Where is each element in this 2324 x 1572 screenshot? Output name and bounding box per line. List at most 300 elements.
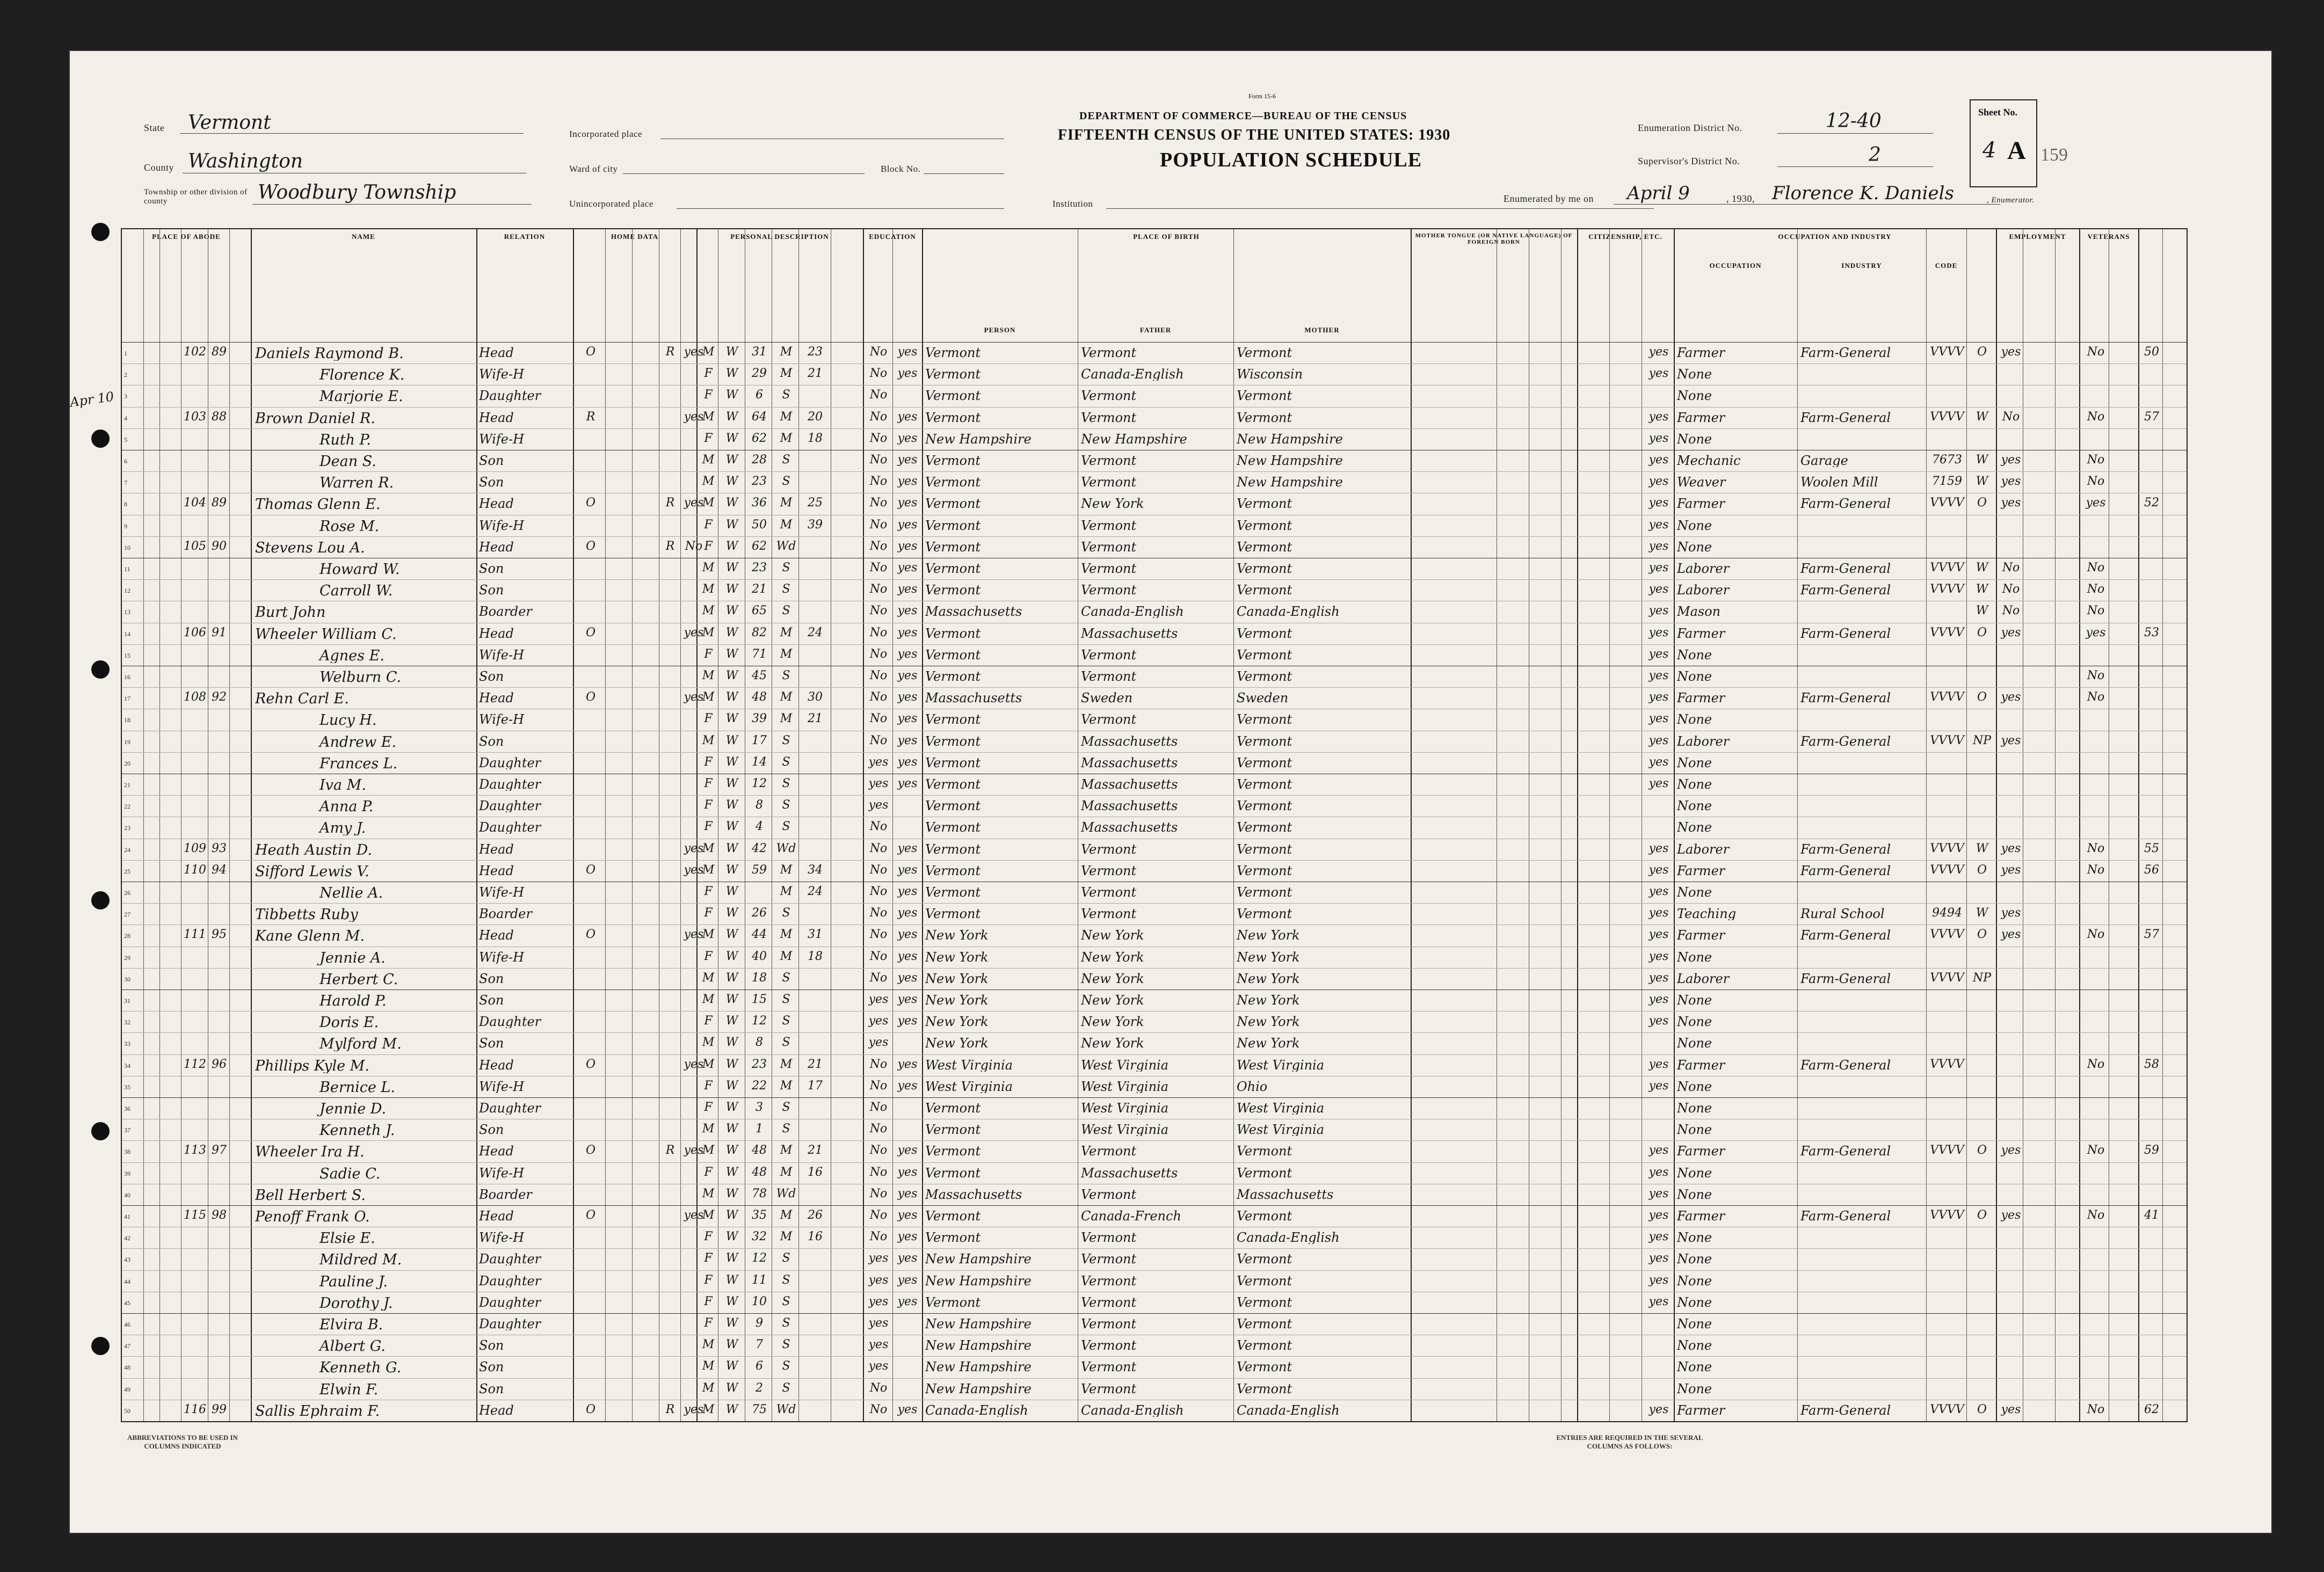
table-row [122,579,2187,601]
punch-hole [91,891,110,909]
cell-mar: M [780,864,793,876]
cell-occ: Farmer [1677,692,1725,705]
cell-read: yes [897,1296,918,1308]
cell-mar: S [782,670,790,682]
cell-rel: Daughter [479,1102,541,1115]
cell-read: yes [897,648,918,660]
cell-sex: F [704,1318,713,1329]
cell-eng: yes [1648,1210,1669,1221]
cell-vet: No [2087,1145,2105,1157]
cell-class: NP [1972,734,1992,747]
cell-fpob: Massachusetts [1081,734,1178,748]
cell-age: 48 [752,1145,767,1157]
cell-rel: Daughter [479,799,541,813]
cell-class: W [1976,454,1988,466]
cell-race: W [725,1339,738,1351]
cell-mar: S [782,562,790,574]
cell-fpob: Vermont [1081,713,1137,726]
cell-rel: Head [479,864,514,877]
cell-mar: S [782,994,790,1006]
cell-school: No [869,476,888,488]
cell-eng: yes [1648,778,1669,790]
cell-class: O [1977,497,1987,510]
cell-mar: M [780,368,793,380]
cell-tenure: O [585,497,596,510]
cell-race: W [725,994,738,1006]
cell-race: W [725,1296,738,1308]
cell-fpob: Massachusetts [1081,799,1178,813]
cell-occ: Farmer [1677,864,1725,877]
cell-mpob: New York [1237,972,1300,985]
cell-sex: F [704,540,713,552]
cell-fpob: Vermont [1081,1231,1137,1244]
cell-age: 42 [752,842,767,855]
cell-school: No [869,1080,888,1092]
cell-n: 22 [124,803,130,811]
enumerated-label: Enumerated by me on [1504,193,1594,204]
cell-read: yes [897,476,918,488]
cell-mar: M [780,519,793,531]
cell-read: yes [897,756,918,768]
cell-fpob: Vermont [1081,670,1137,683]
cell-read: yes [897,346,918,358]
enum-district-label: Enumeration District No. [1638,122,1742,133]
cell-mpob: Vermont [1237,540,1292,554]
cell-agem: 21 [808,713,823,725]
cell-race: W [725,476,738,488]
cell-ind: Farm-General [1800,1403,1891,1417]
cell-code: VVVV [1930,692,1964,704]
cell-mar: S [782,1253,790,1265]
cell-pob: Massachusetts [925,1188,1022,1201]
cell-age: 78 [752,1188,767,1200]
cell-pob: Vermont [925,389,981,403]
cell-pob: Vermont [925,454,981,467]
cell-occ: None [1677,756,1712,769]
cell-fpob: New York [1081,950,1144,964]
cell-race: W [725,756,738,768]
cell-pob: Vermont [925,648,981,661]
cell-pob: New Hampshire [925,432,1032,446]
cell-pob: Vermont [925,670,981,683]
cell-tenure: O [585,540,596,552]
cell-dwell: 109 [184,842,206,855]
header-occupation: OCCUPATION [1709,261,1762,270]
cell-rel: Daughter [479,1015,541,1029]
cell-vet: No [2087,605,2105,617]
cell-sex: M [702,1058,715,1071]
cell-n: 37 [124,1126,130,1134]
cell-occ: None [1677,1382,1712,1395]
cell-vet: No [2087,1058,2105,1071]
cell-fpob: Canada-English [1081,1403,1184,1417]
cell-read: yes [897,411,918,423]
cell-rel: Daughter [479,389,541,403]
cell-sex: M [702,1145,715,1157]
department-title: DEPARTMENT OF COMMERCE—BUREAU OF THE CENSUS [1079,110,1407,122]
cell-school: No [869,692,888,704]
cell-n: 21 [124,781,130,789]
cell-fpob: West Virginia [1081,1102,1169,1115]
cell-school: No [869,1231,888,1243]
table-row [122,1227,2187,1248]
cell-code: VVVV [1930,972,1964,984]
cell-mar: S [782,1102,790,1114]
cell-occ: Teaching [1677,907,1737,921]
cell-farm: yes [684,411,704,423]
cell-name: Thomas Glenn E. [255,497,381,512]
population-table [121,228,2188,1422]
cell-vet: No [2087,864,2105,876]
cell-mar: S [782,1123,790,1136]
cell-ind: Farm-General [1800,1058,1891,1072]
cell-n: 23 [124,824,130,832]
cell-read: yes [897,1253,918,1265]
cell-pob: Vermont [925,411,981,424]
cell-pob: Massachusetts [925,692,1022,705]
cell-eng: yes [1648,562,1669,574]
cell-mpob: Massachusetts [1237,1188,1334,1201]
cell-sex: F [704,950,713,963]
township-value: Woodbury Township [258,181,456,203]
cell-age: 62 [752,432,767,445]
cell-code: VVVV [1930,842,1964,855]
cell-agem: 16 [808,1166,823,1178]
cell-eng: yes [1648,1058,1669,1071]
cell-n: 48 [124,1364,130,1372]
cell-occ: None [1677,994,1712,1007]
cell-rel: Head [479,627,514,640]
cell-occ: Laborer [1677,734,1730,748]
cell-rel: Head [479,540,514,554]
cell-age: 64 [752,411,767,423]
cell-read: yes [897,778,918,790]
cell-read: yes [897,627,918,639]
cell-rel: Wife-H [479,432,525,446]
state-label: State [144,122,165,133]
cell-rel: Son [479,1339,504,1352]
cell-farm: yes [684,929,704,941]
ward-label: Ward of city [569,164,618,174]
cell-age: 39 [752,713,767,725]
cell-mar: M [780,346,793,358]
cell-n: 47 [124,1342,130,1350]
cell-name: Andrew E. [319,734,397,749]
enumerator-suffix: , Enumerator. [1987,196,2035,205]
cell-age: 40 [752,950,767,963]
cell-fpob: West Virginia [1081,1080,1169,1093]
cell-name: Burt John [255,605,326,620]
cell-n: 46 [124,1321,130,1328]
cell-work: yes [2001,734,2021,747]
cell-mar: S [782,756,790,768]
cell-fpob: Vermont [1081,1360,1137,1374]
table-row [122,644,2187,666]
cell-age: 35 [752,1210,767,1221]
cell-age: 6 [756,389,763,402]
cell-line: 55 [2144,842,2159,855]
cell-code: 7673 [1932,454,1962,466]
table-row [122,989,2187,1011]
cell-class: O [1977,692,1987,704]
cell-race: W [725,1210,738,1221]
cell-rel: Son [479,1382,504,1395]
cell-sex: F [704,886,713,898]
cell-read: yes [897,1015,918,1028]
cell-rel: Son [479,972,504,985]
cell-n: 34 [124,1061,130,1069]
cell-ind: Farm-General [1800,864,1891,877]
cell-fpob: Massachusetts [1081,778,1178,791]
cell-sex: F [704,1274,713,1286]
cell-sex: F [704,821,713,833]
cell-mar: S [782,1037,790,1049]
cell-pob: Canada-English [925,1403,1028,1417]
cell-read: yes [897,994,918,1006]
cell-sex: M [702,692,715,704]
cell-mpob: West Virginia [1237,1102,1325,1115]
enumerated-date: April 9 [1627,183,1690,204]
cell-code: VVVV [1930,497,1964,510]
cell-n: 40 [124,1191,130,1199]
cell-vet: No [2087,842,2105,855]
cell-radio: R [665,540,675,552]
header-industry: INDUSTRY [1841,261,1882,270]
cell-occ: None [1677,713,1712,726]
cell-vet: No [2087,411,2105,423]
cell-fpob: Vermont [1081,907,1137,921]
cell-n: 33 [124,1040,130,1048]
cell-fpob: Vermont [1081,1382,1137,1395]
cell-mpob: New York [1237,1037,1300,1050]
cell-sex: M [702,1188,715,1200]
cell-pob: Vermont [925,476,981,489]
cell-school: yes [868,1015,889,1028]
cell-pob: Vermont [925,734,981,748]
cell-sex: F [704,1253,713,1265]
cell-pob: Vermont [925,497,981,511]
supervisor-value: 2 [1869,144,1881,166]
cell-eng: yes [1648,756,1669,768]
cell-line: 52 [2144,497,2159,510]
cell-school: No [869,454,888,466]
cell-race: W [725,519,738,531]
cell-n: 41 [124,1213,130,1220]
cell-mpob: Canada-English [1237,605,1340,618]
cell-occ: Weaver [1677,476,1726,489]
cell-mar: M [780,886,793,898]
enumerator-name: Florence K. Daniels [1772,183,1954,204]
institution-label: Institution [1052,199,1093,209]
cell-occ: None [1677,368,1712,381]
cell-rel: Head [479,411,514,424]
cell-eng: yes [1648,1231,1669,1243]
cell-occ: None [1677,519,1712,532]
cell-eng: yes [1648,605,1669,617]
sheet-number: 4 [1982,138,1996,163]
cell-class: W [1976,562,1988,574]
cell-school: No [869,734,888,747]
cell-sex: M [702,497,715,510]
cell-name: Penoff Frank O. [255,1210,370,1224]
cell-eng: yes [1648,476,1669,488]
cell-eng: yes [1648,994,1669,1006]
cell-read: yes [897,1145,918,1157]
cell-race: W [725,1360,738,1373]
cell-work: No [2002,605,2020,617]
cell-occ: None [1677,1318,1712,1330]
header-code: CODE [1935,261,1958,270]
cell-race: W [725,692,738,704]
cell-mar: S [782,972,790,984]
cell-fam: 99 [212,1403,227,1416]
census-title: FIFTEENTH CENSUS OF THE UNITED STATES: 1930 [1058,127,1451,143]
cell-ind: Farm-General [1800,411,1891,424]
cell-sex: M [702,1123,715,1136]
unincorporated-label: Unincorporated place [569,199,653,209]
table-row [122,774,2187,795]
cell-occ: None [1677,670,1712,683]
cell-mar: Wd [776,1188,796,1200]
table-row [122,709,2187,730]
cell-occ: None [1677,1080,1712,1093]
cell-vet: yes [2086,627,2106,639]
cell-sex: M [702,1382,715,1394]
margin-note: Apr 10 [69,389,115,410]
cell-pob: Vermont [925,886,981,899]
cell-mpob: Vermont [1237,778,1292,791]
table-row [122,752,2187,774]
cell-fpob: Vermont [1081,584,1137,597]
cell-mar: M [780,950,793,963]
cell-dwell: 116 [184,1403,206,1416]
cell-line: 56 [2144,864,2159,876]
cell-sex: F [704,907,713,920]
cell-pob: Massachusetts [925,605,1022,618]
cell-fam: 94 [212,864,227,876]
cell-name: Kenneth J. [319,1123,395,1138]
cell-mar: S [782,1382,790,1394]
cell-vet: No [2087,692,2105,704]
cell-age: 62 [752,540,767,552]
cell-race: W [725,605,738,617]
cell-mpob: Sweden [1237,692,1289,705]
cell-n: 29 [124,954,130,962]
cell-fpob: Canada-English [1081,368,1184,381]
punch-hole [91,660,110,679]
cell-race: W [725,1080,738,1092]
cell-race: W [725,1318,738,1329]
cell-name: Dean S. [319,454,376,469]
cell-sex: M [702,972,715,984]
group-education: EDUCATION [869,232,916,241]
cell-n: 3 [124,392,127,401]
cell-pob: West Virginia [925,1080,1013,1093]
cell-fam: 91 [212,627,227,639]
cell-race: W [725,1231,738,1243]
cell-eng: yes [1648,1015,1669,1028]
abbreviations-title: ABBREVIATIONS TO BE USED IN COLUMNS INDICATED [127,1433,238,1450]
cell-tenure: O [585,1058,596,1071]
cell-mar: M [780,713,793,725]
cell-rel: Head [479,1210,514,1222]
cell-eng: yes [1648,346,1669,358]
cell-rel: Son [479,994,504,1007]
cell-n: 7 [124,479,127,487]
cell-name: Kane Glenn M. [255,929,365,944]
cell-sex: F [704,648,713,660]
cell-school: No [869,1058,888,1071]
cell-agem: 24 [808,886,823,898]
cell-school: No [869,886,888,898]
cell-work: yes [2001,842,2021,855]
cell-eng: yes [1648,1188,1669,1200]
cell-race: W [725,1253,738,1265]
cell-occ: Farmer [1677,497,1725,511]
cell-mpob: Vermont [1237,821,1292,834]
cell-farm: yes [684,1403,704,1416]
cell-mar: M [780,1210,793,1221]
cell-pob: New Hampshire [925,1382,1032,1395]
cell-n: 8 [124,500,127,508]
cell-race: W [725,497,738,510]
cell-pob: Vermont [925,778,981,791]
cell-mar: S [782,476,790,488]
cell-n: 17 [124,695,130,703]
table-row [122,1119,2187,1140]
cell-radio: R [665,1145,675,1157]
cell-n: 28 [124,932,130,940]
cell-pob: Vermont [925,864,981,877]
cell-sex: M [702,1403,715,1416]
cell-age: 12 [752,778,767,790]
cell-vet: No [2087,929,2105,941]
cell-occ: Farmer [1677,627,1725,640]
cell-school: No [869,821,888,833]
cell-race: W [725,1403,738,1416]
cell-dwell: 106 [184,627,206,639]
table-row [122,601,2187,622]
cell-sex: F [704,1296,713,1308]
cell-school: No [869,1123,888,1136]
cell-eng: yes [1648,713,1669,725]
cell-school: yes [868,1339,889,1351]
cell-agem: 34 [808,864,823,876]
cell-age: 59 [752,864,767,876]
cell-name: Sadie C. [319,1166,381,1181]
cell-sex: M [702,1339,715,1351]
cell-race: W [725,648,738,660]
cell-occ: None [1677,1015,1712,1029]
cell-rel: Son [479,734,504,748]
cell-pob: Vermont [925,1231,981,1244]
cell-school: No [869,929,888,941]
cell-fam: 93 [212,842,227,855]
cell-school: No [869,346,888,358]
cell-class: O [1977,1145,1987,1157]
cell-name: Amy J. [319,821,366,836]
group-employment: EMPLOYMENT [2009,232,2066,241]
cell-age: 7 [756,1339,763,1351]
cell-occ: None [1677,821,1712,834]
cell-dwell: 108 [184,692,206,704]
cell-sex: M [702,734,715,747]
cell-fam: 88 [212,411,227,423]
cell-name: Kenneth G. [319,1360,402,1376]
cell-school: No [869,1188,888,1200]
cell-line: 41 [2144,1210,2159,1221]
cell-read: yes [897,842,918,855]
